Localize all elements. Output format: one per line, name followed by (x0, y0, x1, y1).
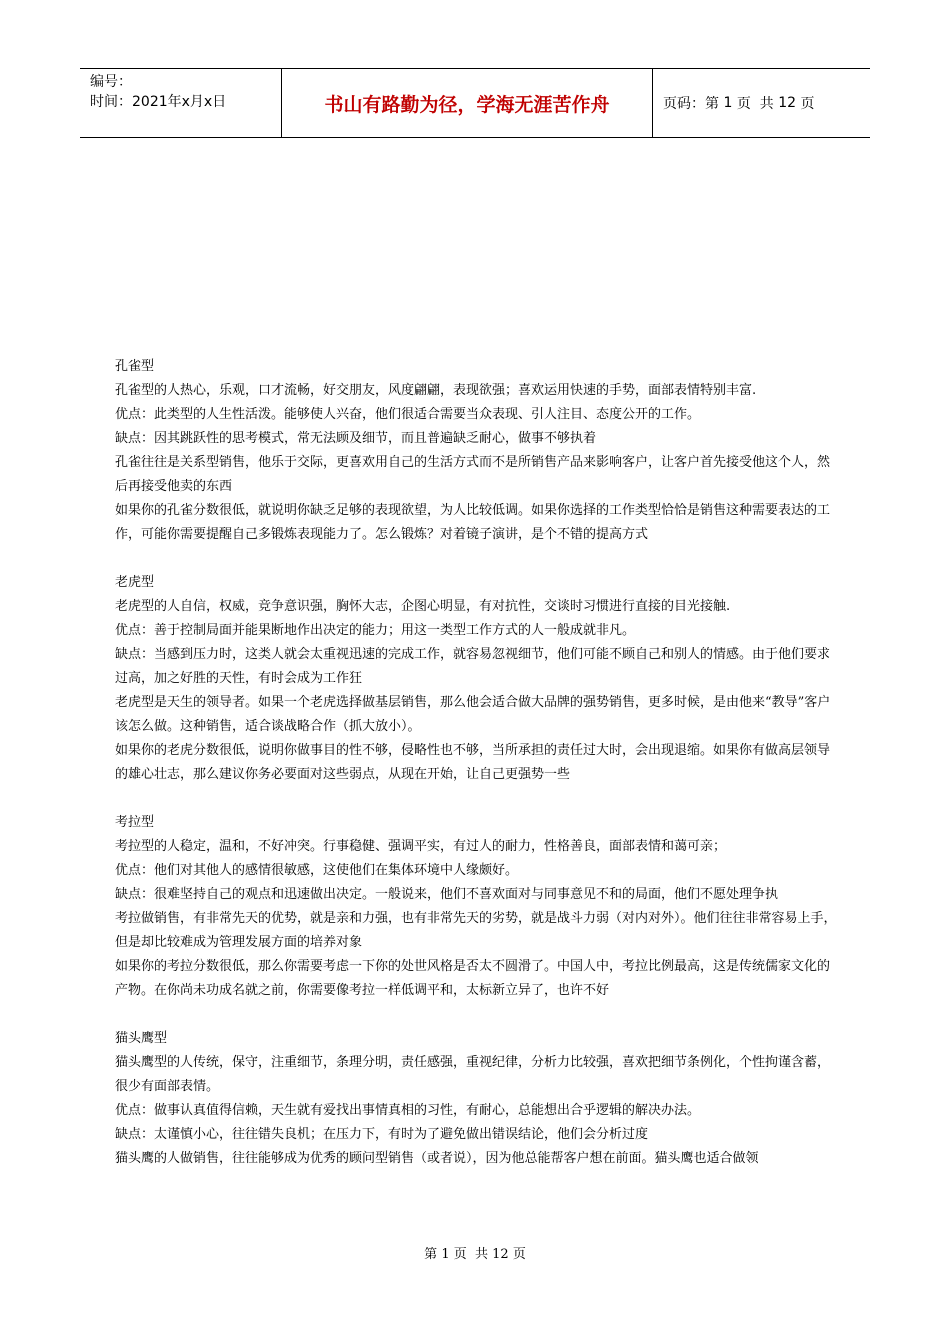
document-number-label: 编号： (90, 74, 132, 90)
paragraph: 老虎型的人自信，权威，竞争意识强，胸怀大志，企图心明显，有对抗性，交谈时习惯进行直接的目光接触. (115, 599, 731, 614)
footer-prefix: 第 (424, 1247, 438, 1262)
paragraph: 优点：此类型的人生性活泼。能够使人兴奋，他们很适合需要当众表现、引人注目、态度公开的工作。 (115, 407, 701, 422)
paragraph: 孔雀型的人热心，乐观，口才流畅，好交朋友，风度翩翩，表现欲强；喜欢运用快速的手势，面部表情特别丰富. (115, 383, 757, 398)
section-title: 孔雀型 (115, 359, 155, 374)
section-tiger (115, 571, 837, 787)
section-koala (115, 811, 837, 1003)
paragraph: 考拉做销售，有非常先天的优势，就是亲和力强，也有非常先天的劣势，就是战斗力弱（对内对外）。他们往往非常容易上手，但是却比较难成为管理发展方面的培养对象 (115, 911, 837, 950)
header-page-prefix: 页码：第 (663, 96, 719, 112)
paragraph: 优点：他们对其他人的感情很敏感，这使他们在集体环境中人缘颇好。 (115, 863, 519, 878)
header-page-mid: 页 共 (736, 96, 774, 112)
section-title: 猫头鹰型 (115, 1031, 168, 1046)
paragraph: 缺点：很难坚持自己的观点和迅速做出决定。一般说来，他们不喜欢面对与同事意见不和的局面，他们不愿处理争执 (115, 887, 779, 902)
document-date: 时间：2021年x月x日 (90, 94, 227, 110)
paragraph: 如果你的老虎分数很低，说明你做事目的性不够，侵略性也不够，当所承担的责任过大时，会出现退缩。如果你有做高层领导的雄心壮志，那么建议你务必要面对这些弱点，从现在开始，让自己更强势一些 (115, 743, 831, 782)
header-page-total: 12 (778, 95, 797, 111)
header-meta (80, 69, 281, 137)
paragraph: 孔雀往往是关系型销售，他乐于交际，更喜欢用自己的生活方式而不是所销售产品来影响客户，让客户首先接受他这个人，然后再接受他卖的东西 (115, 455, 831, 494)
page-footer (0, 1245, 950, 1265)
section-peacock (115, 355, 837, 547)
footer-page-total: 12 (492, 1247, 509, 1262)
document-body (115, 355, 837, 1195)
paragraph: 如果你的孔雀分数很低，就说明你缺乏足够的表现欲望，为人比较低调。如果你选择的工作类型恰恰是销售这种需要表达的工作，可能你需要提醒自己多锻炼表现能力了。怎么锻炼？对着镜子演讲，是个不错的提高方式 (115, 503, 831, 542)
paragraph: 猫头鹰型的人传统，保守，注重细节，条理分明，责任感强，重视纪律，分析力比较强，喜欢把细节条例化，个性拘谨含蓄，很少有面部表情。 (115, 1055, 831, 1094)
paragraph: 缺点：因其跳跃性的思考模式，常无法顾及细节，而且普遍缺乏耐心，做事不够执着 (115, 431, 597, 446)
page-header (80, 68, 870, 138)
header-page-current: 1 (723, 95, 733, 111)
paragraph: 猫头鹰的人做销售，往往能够成为优秀的顾问型销售（或者说），因为他总能帮客户想在前面。猫头鹰也适合做领 (115, 1151, 759, 1166)
header-motto: 书山有路勤为径，学海无涯苦作舟 (281, 69, 653, 137)
paragraph: 如果你的考拉分数很低，那么你需要考虑一下你的处世风格是否太不圆滑了。中国人中，考拉比例最高，这是传统儒家文化的产物。在你尚未功成名就之前，你需要像考拉一样低调平和，太标新立异了，也许不好 (115, 959, 831, 998)
paragraph: 缺点：太谨慎小心，往往错失良机；在压力下，有时为了避免做出错误结论，他们会分析过度 (115, 1127, 649, 1142)
header-page-suffix: 页 (800, 96, 815, 112)
section-title: 考拉型 (115, 815, 155, 830)
footer-mid: 页 共 (453, 1247, 488, 1262)
paragraph: 考拉型的人稳定，温和，不好冲突。行事稳健、强调平实，有过人的耐力，性格善良，面部表情和蔼可亲； (115, 839, 727, 854)
footer-page-current: 1 (441, 1247, 450, 1262)
footer-suffix: 页 (512, 1247, 526, 1262)
paragraph: 老虎型是天生的领导者。如果一个老虎选择做基层销售，那么他会适合做大品牌的强势销售，更多时候，是由他来“教导”客户该怎么做。这种销售，适合谈战略合作（抓大放小）。 (115, 695, 831, 734)
section-title: 老虎型 (115, 575, 155, 590)
section-owl (115, 1027, 837, 1171)
paragraph: 优点：善于控制局面并能果断地作出决定的能力；用这一类型工作方式的人一般成就非凡。 (115, 623, 636, 638)
header-page-info (653, 69, 870, 137)
paragraph: 缺点：当感到压力时，这类人就会太重视迅速的完成工作，就容易忽视细节，他们可能不顾自己和别人的情感。由于他们要求过高，加之好胜的天性，有时会成为工作狂 (115, 647, 831, 686)
paragraph: 优点：做事认真值得信赖，天生就有爱找出事情真相的习性，有耐心，总能想出合乎逻辑的解决办法。 (115, 1103, 701, 1118)
